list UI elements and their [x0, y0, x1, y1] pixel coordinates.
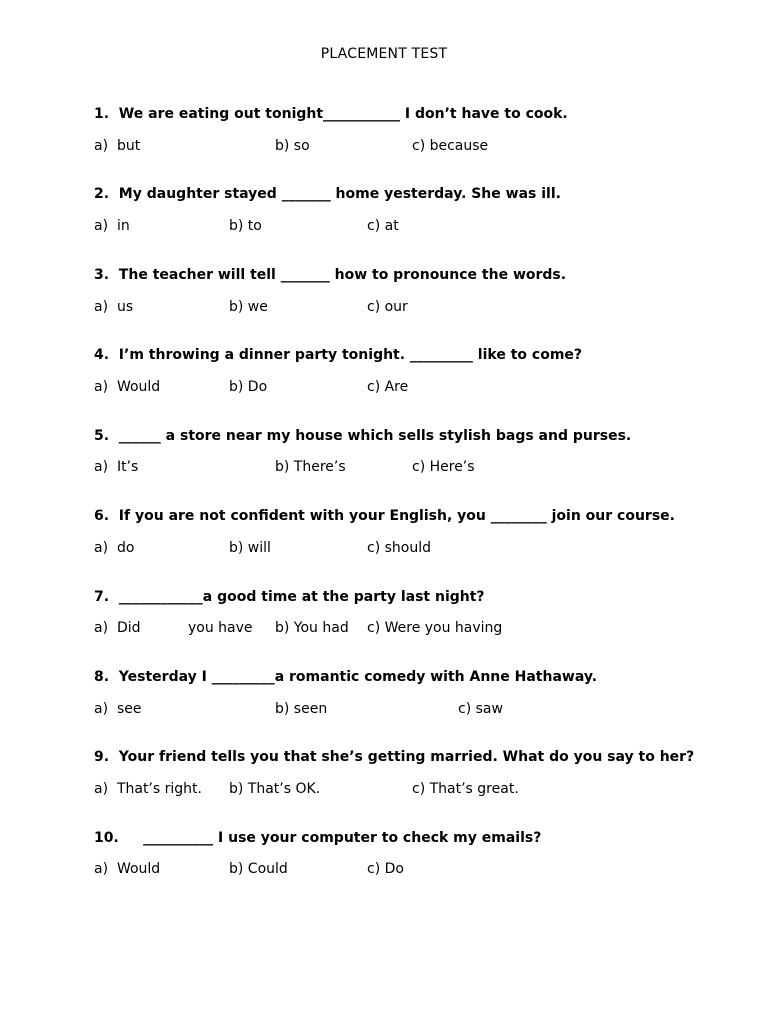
question-8-option-b: b) seen	[275, 701, 328, 717]
question-10-option-a: a) Would	[94, 861, 161, 877]
question-3-option-c: c) our	[367, 299, 408, 315]
question-4-option-a: a) Would	[94, 379, 161, 395]
question-7-option-a: a) Did	[94, 620, 141, 636]
question-6-option-a: a) do	[94, 540, 135, 556]
question-3-option-b: b) we	[229, 299, 268, 315]
question-2-option-b: b) to	[229, 218, 262, 234]
question-7-option-c: c) Were you having	[367, 620, 503, 636]
question-1: 1. We are eating out tonight___________ I don’t have to cook.	[94, 106, 568, 122]
question-9: 9. Your friend tells you that she’s getting married. What do you say to her?	[94, 749, 695, 765]
question-5-option-a: a) It’s	[94, 459, 139, 475]
question-5: 5. ______ a store near my house which sells stylish bags and purses.	[94, 428, 632, 444]
question-6: 6. If you are not confident with your English, you ________ join our course.	[94, 508, 675, 524]
question-2-option-a: a) in	[94, 218, 130, 234]
question-4-option-c: c) Are	[367, 379, 409, 395]
question-4-option-b: b) Do	[229, 379, 268, 395]
question-8-option-c: c) saw	[458, 701, 503, 717]
question-1-option-b: b) so	[275, 138, 310, 154]
question-8-option-a: a) see	[94, 701, 142, 717]
question-7: 7. ____________a good time at the party last night?	[94, 589, 485, 605]
question-2-option-c: c) at	[367, 218, 399, 234]
question-5-option-c: c) Here’s	[412, 459, 475, 475]
question-7-option-a-continued: you have	[188, 620, 253, 636]
question-6-option-c: c) should	[367, 540, 431, 556]
question-2: 2. My daughter stayed _______ home yesterday. She was ill.	[94, 186, 561, 202]
question-9-option-c: c) That’s great.	[412, 781, 519, 797]
question-9-option-a: a) That’s right.	[94, 781, 202, 797]
question-9-option-b: b) That’s OK.	[229, 781, 321, 797]
question-1-option-a: a) but	[94, 138, 141, 154]
question-3: 3. The teacher will tell _______ how to pronounce the words.	[94, 267, 567, 283]
question-7-option-b: b) You had	[275, 620, 349, 636]
question-3-option-a: a) us	[94, 299, 134, 315]
question-5-option-b: b) There’s	[275, 459, 346, 475]
page-title: PLACEMENT TEST	[320, 46, 448, 62]
question-1-option-c: c) because	[412, 138, 489, 154]
question-4: 4. I’m throwing a dinner party tonight. _________ like to come?	[94, 347, 583, 363]
question-10: 10. __________ I use your computer to check my emails?	[94, 830, 542, 846]
question-10-option-c: c) Do	[367, 861, 404, 877]
question-6-option-b: b) will	[229, 540, 271, 556]
question-10-option-b: b) Could	[229, 861, 288, 877]
question-8: 8. Yesterday I _________a romantic comedy with Anne Hathaway.	[94, 669, 598, 685]
